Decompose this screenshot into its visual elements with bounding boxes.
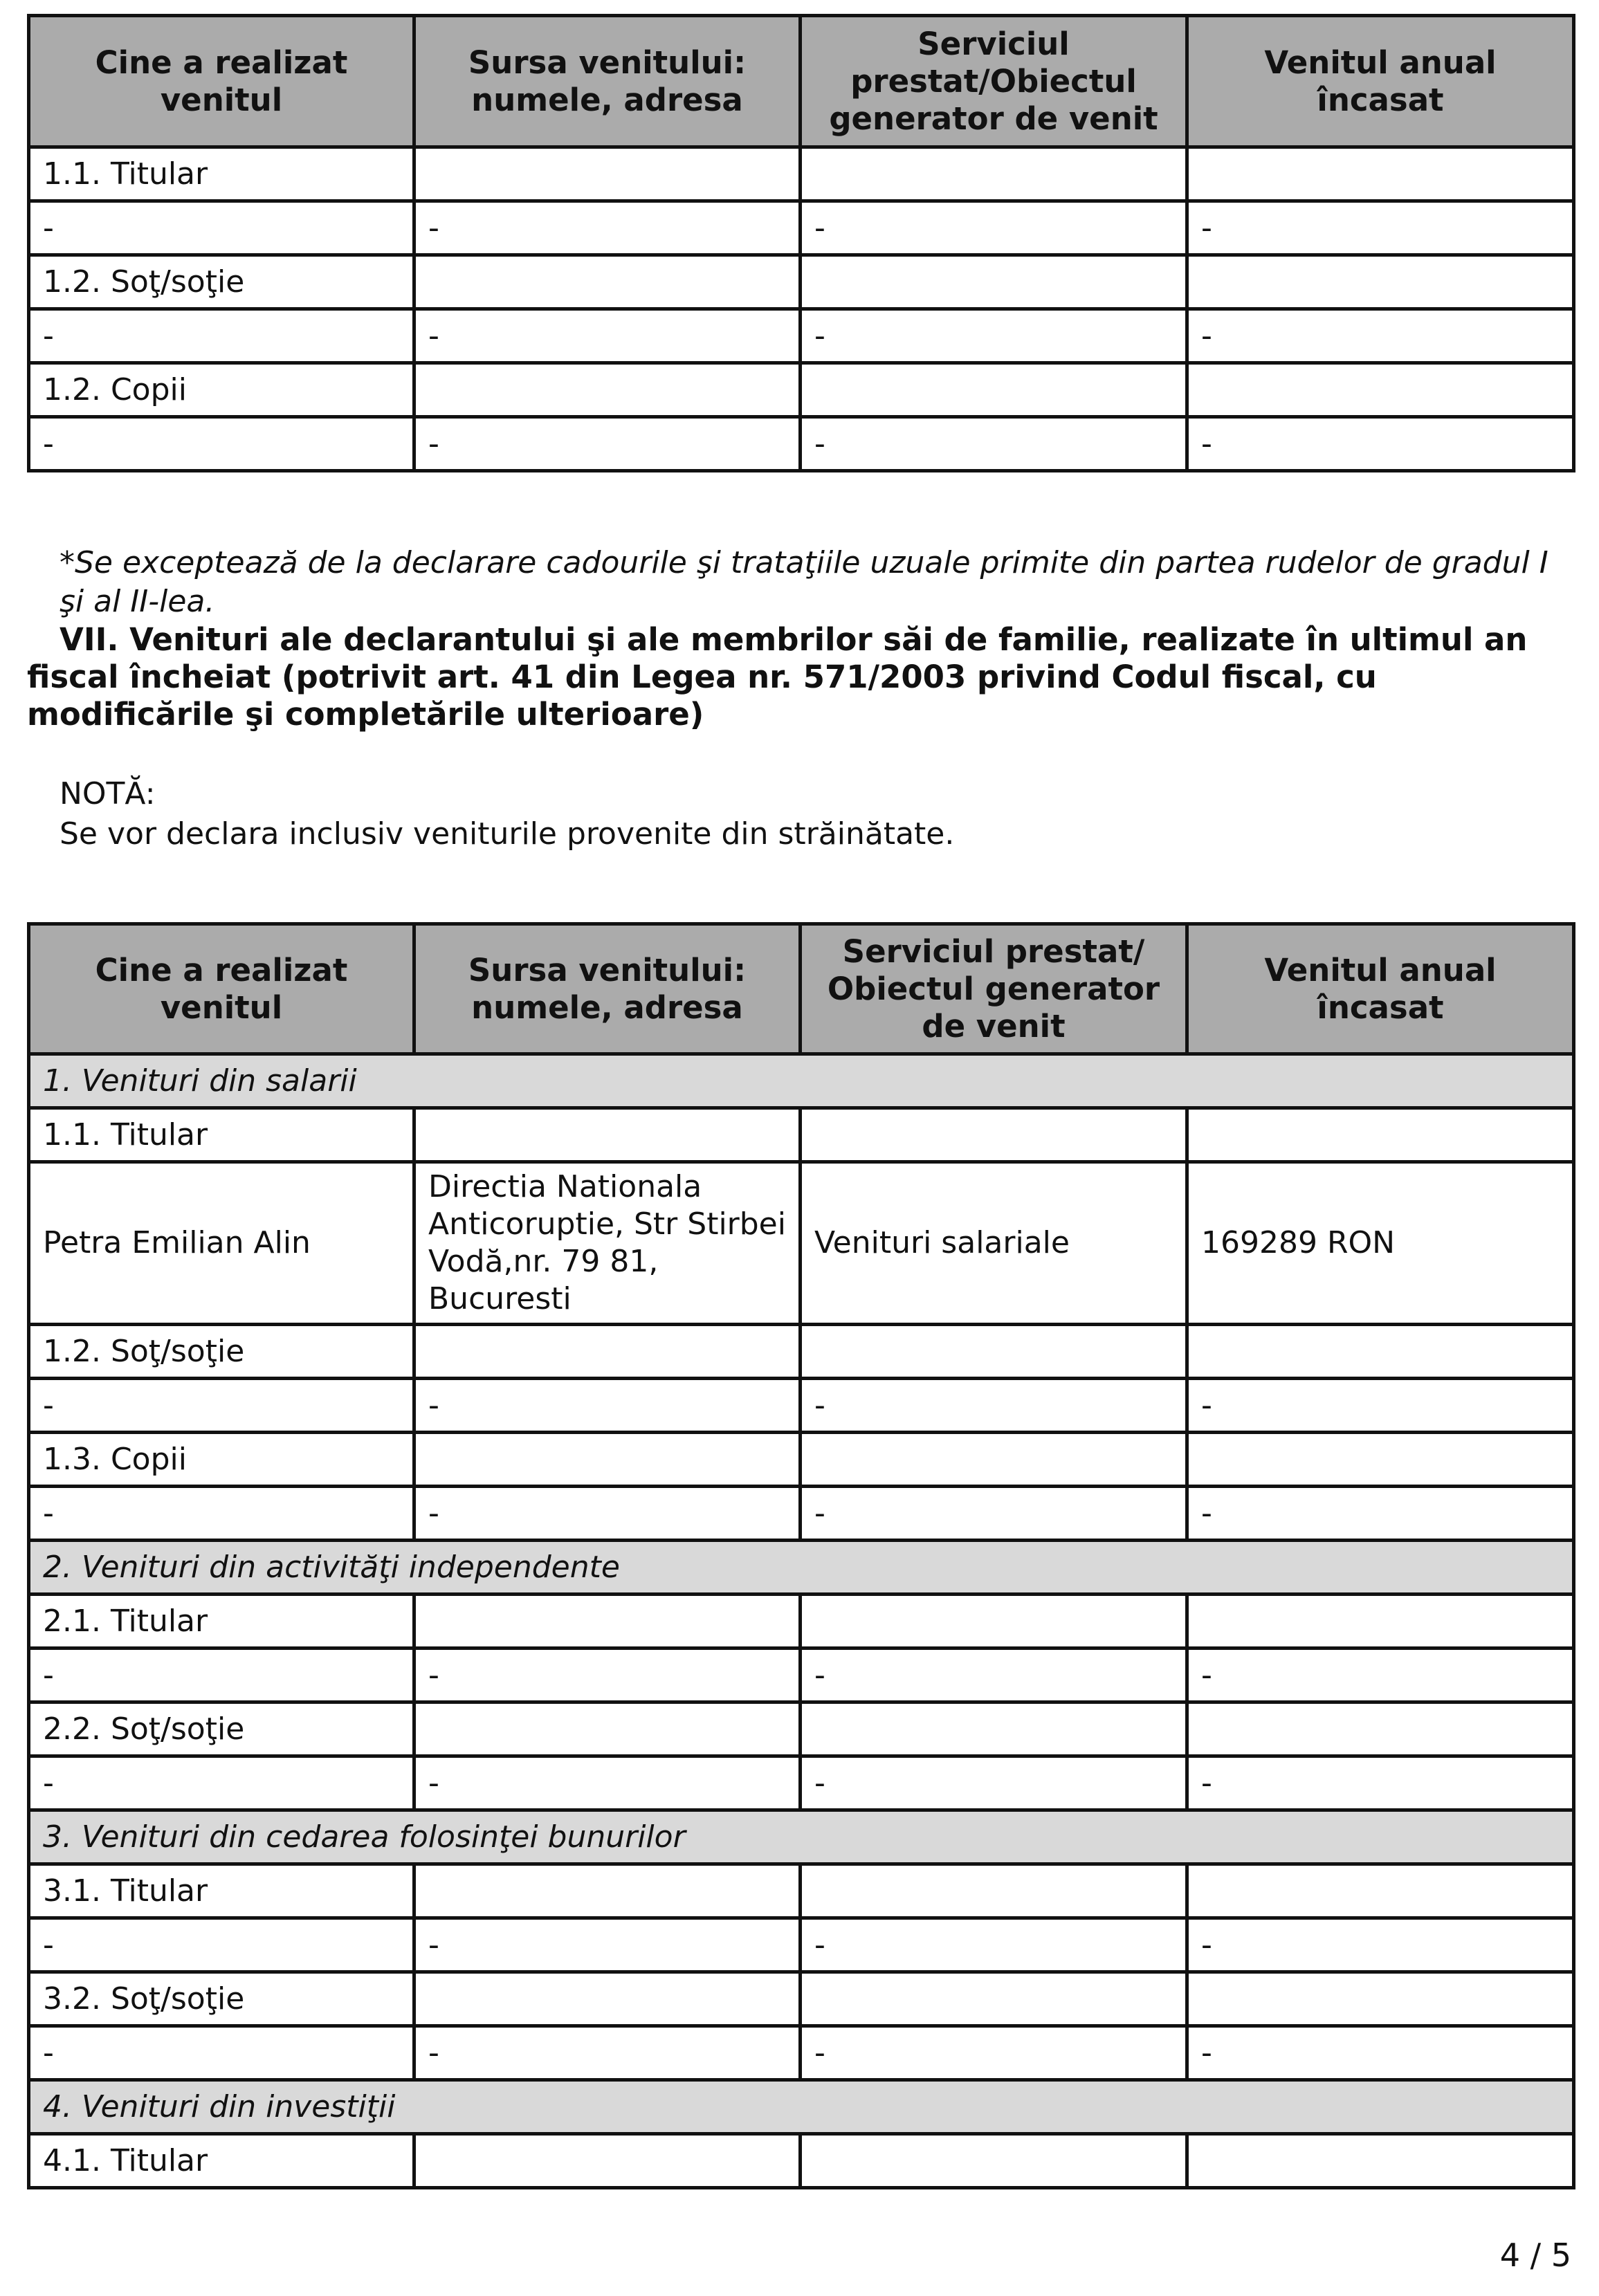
table-row [29, 2134, 1574, 2188]
table-row [29, 1325, 1574, 1379]
cell: - [414, 1918, 801, 1972]
cell: - [414, 1648, 801, 1702]
income-table-fiscal-year [27, 922, 1575, 2189]
page-number: 4 / 5 [1499, 2237, 1571, 2274]
cell [801, 1864, 1187, 1918]
cell [1187, 1702, 1574, 1756]
cell-income-source: Directia Nationala Anticoruptie, Str Stirbei Vodă,nr. 79 81, Bucuresti [414, 1162, 801, 1325]
category-row-investitii [29, 2080, 1574, 2134]
gifts-exception-note: *Se exceptează de la declarare cadourile şi trataţiile uzuale primite din partea rudelor de gradul I şi al II-lea. [60, 545, 1548, 619]
header-source: Sursa venitului: numele, adresa [414, 924, 801, 1054]
cell [414, 147, 801, 201]
nota-label: NOTĂ: [60, 776, 156, 811]
cell: - [1187, 1379, 1574, 1433]
nota-text: Se vor declara inclusiv veniturile provenite din străinătate. [60, 816, 955, 852]
cell: 3.1. Titular [29, 1864, 414, 1918]
cell: - [29, 1487, 414, 1541]
cell: - [801, 1756, 1187, 1810]
cell [414, 1108, 801, 1162]
cell [414, 2134, 801, 2188]
table-row [29, 309, 1574, 363]
cell: - [414, 1487, 801, 1541]
cell [801, 1108, 1187, 1162]
table-row [29, 1756, 1574, 1810]
cell [1187, 1972, 1574, 2026]
cell [414, 1864, 801, 1918]
cell [414, 1972, 801, 2026]
cell: - [1187, 1918, 1574, 1972]
cell [1187, 255, 1574, 309]
cell: - [414, 309, 801, 363]
cell [801, 1702, 1187, 1756]
cell: 1.3. Copii [29, 1433, 414, 1487]
table-row [29, 1918, 1574, 1972]
cell: - [801, 201, 1187, 255]
cell: - [414, 417, 801, 471]
cell [414, 255, 801, 309]
table-row [29, 1972, 1574, 2026]
cell: - [1187, 417, 1574, 471]
table-header-row [29, 924, 1574, 1054]
table-row [29, 1108, 1574, 1162]
cell [1187, 363, 1574, 417]
cell: 1.2. Copii [29, 363, 414, 417]
cell: - [414, 201, 801, 255]
table-row [29, 147, 1574, 201]
cell [1187, 1108, 1574, 1162]
cell [414, 1325, 801, 1379]
cell [801, 363, 1187, 417]
cell [414, 1595, 801, 1648]
cell: - [1187, 1756, 1574, 1810]
cell: 3.2. Soţ/soţie [29, 1972, 414, 2026]
cell: 1.2. Soţ/soţie [29, 255, 414, 309]
table-row [29, 1595, 1574, 1648]
cell-person-name: Petra Emilian Alin [29, 1162, 414, 1325]
header-who: Cine a realizat venitul [29, 924, 414, 1054]
cell [414, 363, 801, 417]
cell: - [29, 1918, 414, 1972]
table-row [29, 417, 1574, 471]
cell [414, 1433, 801, 1487]
cell [1187, 147, 1574, 201]
cell: - [801, 1648, 1187, 1702]
cell: - [1187, 2026, 1574, 2080]
category-label: 2. Venituri din activităţi independente [29, 1541, 1574, 1595]
cell: - [414, 1756, 801, 1810]
cell: - [29, 201, 414, 255]
cell: - [1187, 309, 1574, 363]
cell: 1.2. Soţ/soţie [29, 1325, 414, 1379]
category-label: 3. Venituri din cedarea folosinţei bunurilor [29, 1810, 1574, 1864]
cell: - [29, 1756, 414, 1810]
table-row [29, 1648, 1574, 1702]
cell [801, 2134, 1187, 2188]
header-income: Venitul anual încasat [1187, 16, 1574, 147]
cell [801, 147, 1187, 201]
category-label: 1. Venituri din salarii [29, 1054, 1574, 1108]
cell-annual-income: 169289 RON [1187, 1162, 1574, 1325]
table-row [29, 1162, 1574, 1325]
cell: - [801, 417, 1187, 471]
cell: 4.1. Titular [29, 2134, 414, 2188]
cell [1187, 1433, 1574, 1487]
header-service: Serviciul prestat/Obiectul generator de venit [801, 16, 1187, 147]
cell: - [29, 2026, 414, 2080]
cell: - [1187, 1487, 1574, 1541]
cell: - [414, 1379, 801, 1433]
table-row [29, 2026, 1574, 2080]
income-table-gifts [27, 14, 1575, 472]
cell: - [29, 1648, 414, 1702]
table-row [29, 1433, 1574, 1487]
cell [1187, 1864, 1574, 1918]
cell: - [29, 309, 414, 363]
cell: - [801, 1487, 1187, 1541]
cell [1187, 1325, 1574, 1379]
cell: 1.1. Titular [29, 1108, 414, 1162]
table-header-row [29, 16, 1574, 147]
category-row-independente [29, 1541, 1574, 1595]
table-row [29, 201, 1574, 255]
section-title: VII. Venituri ale declarantului şi ale membrilor săi de familie, realizate în ultimul an fiscal încheiat (potrivit art. 41 din Legea nr. 571/2003 privind Codul fiscal, cu modificările şi completările ulterioare) [27, 621, 1528, 733]
table-row [29, 1864, 1574, 1918]
cell: - [1187, 1648, 1574, 1702]
cell [801, 1433, 1187, 1487]
header-income: Venitul anual încasat [1187, 924, 1574, 1054]
cell [801, 1325, 1187, 1379]
cell: 1.1. Titular [29, 147, 414, 201]
cell: 2.1. Titular [29, 1595, 414, 1648]
cell: - [801, 1379, 1187, 1433]
cell: - [801, 2026, 1187, 2080]
table-row [29, 255, 1574, 309]
table-row [29, 1702, 1574, 1756]
cell [801, 1972, 1187, 2026]
cell [414, 1702, 801, 1756]
category-row-cedarea [29, 1810, 1574, 1864]
category-label: 4. Venituri din investiţii [29, 2080, 1574, 2134]
cell [801, 255, 1187, 309]
cell: 2.2. Soţ/soţie [29, 1702, 414, 1756]
header-who: Cine a realizat venitul [29, 16, 414, 147]
header-source: Sursa venitului: numele, adresa [414, 16, 801, 147]
cell: - [801, 309, 1187, 363]
cell: - [801, 1918, 1187, 1972]
category-row-salarii [29, 1054, 1574, 1108]
table-row [29, 363, 1574, 417]
header-service: Serviciul prestat/ Obiectul generator de venit [801, 924, 1187, 1054]
cell: - [1187, 201, 1574, 255]
cell: - [29, 417, 414, 471]
cell: - [414, 2026, 801, 2080]
cell-service: Venituri salariale [801, 1162, 1187, 1325]
table-row [29, 1487, 1574, 1541]
cell [1187, 1595, 1574, 1648]
cell [1187, 2134, 1574, 2188]
cell [801, 1595, 1187, 1648]
table-row [29, 1379, 1574, 1433]
cell: - [29, 1379, 414, 1433]
